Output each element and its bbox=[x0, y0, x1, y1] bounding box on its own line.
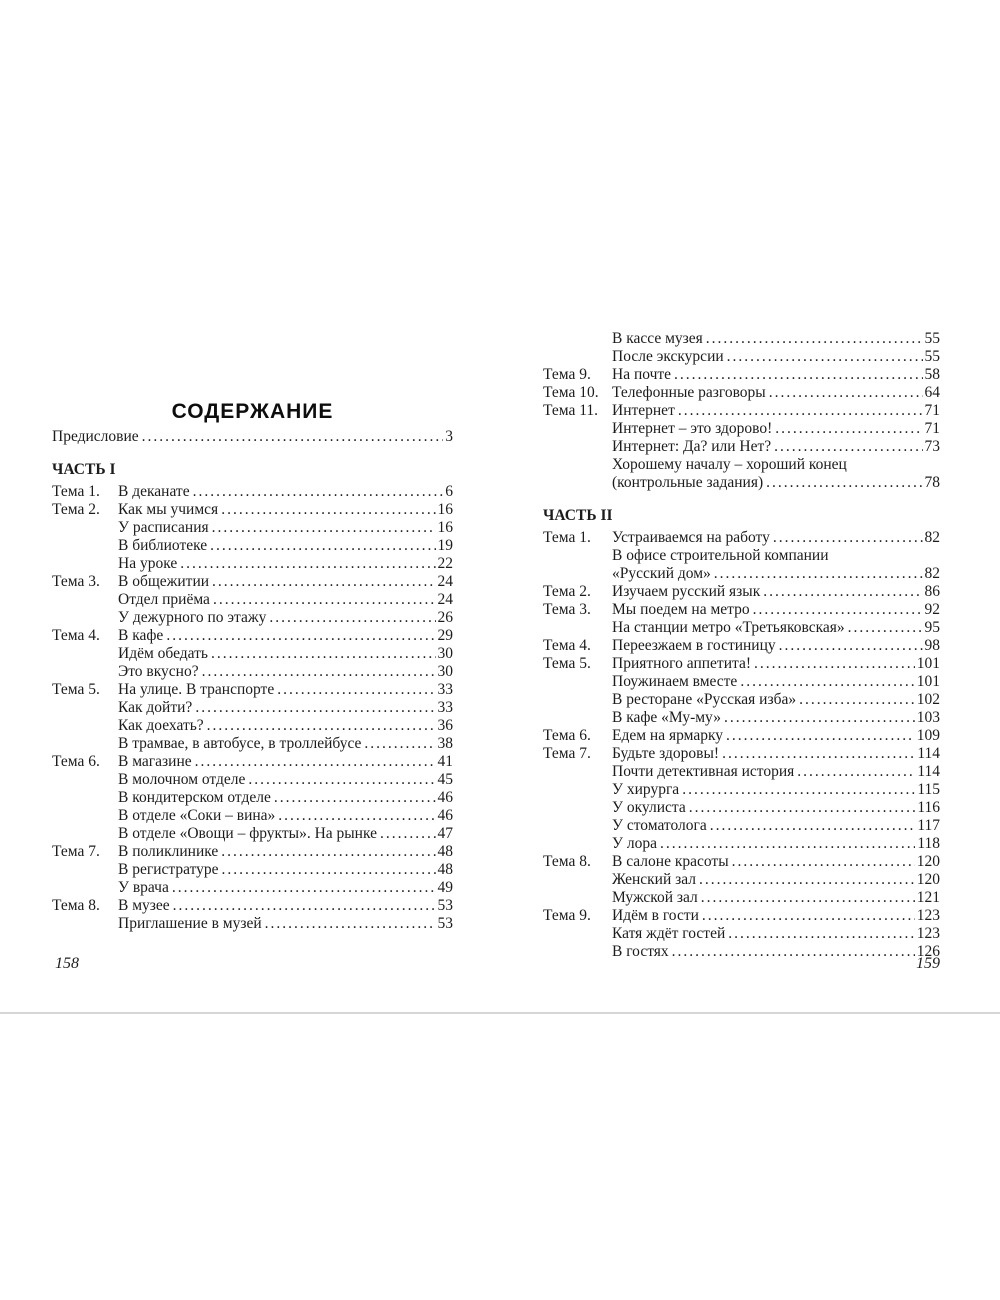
dot-leader bbox=[278, 807, 435, 825]
toc-row bbox=[52, 717, 453, 735]
toc-entry-page: 19 bbox=[437, 537, 453, 554]
dot-leader bbox=[728, 925, 915, 943]
toc-entry-page: 116 bbox=[917, 799, 940, 816]
toc-row bbox=[543, 925, 940, 943]
toc-part-heading: ЧАСТЬ I bbox=[52, 461, 116, 478]
toc-entry-page: 120 bbox=[916, 871, 940, 888]
toc-entry-title: У врача bbox=[118, 879, 169, 896]
toc-entry-title: В ресторане «Русская изба» bbox=[612, 691, 797, 708]
toc-entry-page: 48 bbox=[437, 861, 453, 878]
toc-entry-page: 16 bbox=[437, 519, 453, 536]
dot-leader bbox=[380, 825, 435, 843]
toc-row bbox=[543, 799, 940, 817]
toc-row bbox=[52, 428, 453, 446]
toc-entry-label: Тема 11. bbox=[543, 402, 599, 419]
toc-entry-title: В музее bbox=[118, 897, 170, 914]
toc-entry-label: Тема 7. bbox=[543, 745, 591, 762]
toc-column-right bbox=[543, 330, 940, 961]
toc-row bbox=[543, 601, 940, 619]
toc-row bbox=[52, 807, 453, 825]
toc-row bbox=[543, 745, 940, 763]
toc-entry-title: Приглашение в музей bbox=[118, 915, 262, 932]
toc-title: СОДЕРЖАНИЕ bbox=[171, 400, 334, 423]
toc-entry-title: На станции метро «Третьяковская» bbox=[612, 619, 845, 636]
toc-entry-page: 46 bbox=[437, 807, 453, 824]
dot-leader bbox=[710, 817, 916, 835]
toc-entry-page: 120 bbox=[916, 853, 940, 870]
toc-row bbox=[543, 366, 940, 384]
toc-entry-page: 114 bbox=[917, 745, 940, 762]
toc-entry-title: У расписания bbox=[118, 519, 209, 536]
toc-column-left bbox=[52, 428, 453, 933]
toc-row bbox=[543, 474, 940, 492]
toc-entry-page: 55 bbox=[924, 348, 940, 365]
toc-entry-label: Тема 8. bbox=[543, 853, 591, 870]
toc-row bbox=[52, 483, 453, 501]
toc-row bbox=[52, 573, 453, 591]
dot-leader bbox=[727, 348, 923, 366]
toc-row bbox=[543, 565, 940, 583]
toc-entry-title: В кафе «Му-му» bbox=[612, 709, 721, 726]
toc-row bbox=[543, 673, 940, 691]
dot-leader bbox=[848, 619, 923, 637]
dot-leader bbox=[724, 709, 915, 727]
toc-entry-title: В поликлинике bbox=[118, 843, 219, 860]
page-divider bbox=[0, 1012, 1000, 1014]
toc-entry-title: В деканате bbox=[118, 483, 190, 500]
toc-entry-title: У хирурга bbox=[612, 781, 680, 798]
toc-row bbox=[543, 727, 940, 745]
toc-entry-title: После экскурсии bbox=[612, 348, 724, 365]
toc-row bbox=[543, 583, 940, 601]
toc-row bbox=[52, 735, 453, 753]
dot-leader bbox=[210, 537, 435, 555]
dot-leader bbox=[706, 330, 923, 348]
toc-entry-page: 78 bbox=[924, 474, 940, 491]
dot-leader bbox=[779, 637, 923, 655]
toc-part-heading: ЧАСТЬ II bbox=[543, 507, 613, 524]
toc-row bbox=[52, 645, 453, 663]
toc-entry-page: 118 bbox=[917, 835, 940, 852]
toc-entry-label: Тема 1. bbox=[52, 483, 100, 500]
toc-entry-page: 109 bbox=[916, 727, 940, 744]
dot-leader bbox=[207, 717, 436, 735]
toc-entry-page: 123 bbox=[916, 925, 940, 942]
toc-entry-page: 103 bbox=[916, 709, 940, 726]
toc-entry-title: Это вкусно? bbox=[118, 663, 199, 680]
toc-row bbox=[543, 709, 940, 727]
toc-entry-title: Телефонные разговоры bbox=[612, 384, 766, 401]
toc-row bbox=[52, 681, 453, 699]
toc-entry-page: 71 bbox=[924, 420, 940, 437]
toc-entry-title: В общежитии bbox=[118, 573, 210, 590]
dot-leader bbox=[699, 871, 915, 889]
toc-entry-title: У лора bbox=[612, 835, 657, 852]
toc-row bbox=[543, 943, 940, 961]
toc-entry-title: Интернет: Да? или Нет? bbox=[612, 438, 772, 455]
toc-entry-page: 29 bbox=[437, 627, 453, 644]
toc-row bbox=[543, 402, 940, 420]
toc-entry-title: В кафе bbox=[118, 627, 164, 644]
dot-leader bbox=[277, 681, 435, 699]
toc-entry-page: 24 bbox=[437, 591, 453, 608]
toc-entry-label: Тема 3. bbox=[52, 573, 100, 590]
dot-leader bbox=[702, 907, 915, 925]
toc-row bbox=[52, 627, 453, 645]
toc-entry-title: В гостях bbox=[612, 943, 669, 960]
toc-entry-page: 101 bbox=[916, 673, 940, 690]
toc-row bbox=[52, 789, 453, 807]
toc-entry-page: 102 bbox=[916, 691, 940, 708]
toc-entry-page: 48 bbox=[437, 843, 453, 860]
toc-entry-label: Тема 4. bbox=[543, 637, 591, 654]
page-number-left: 158 bbox=[55, 955, 79, 972]
toc-row bbox=[543, 348, 940, 366]
toc-row bbox=[52, 519, 453, 537]
toc-entry-title: У окулиста bbox=[612, 799, 686, 816]
toc-entry-page: 41 bbox=[437, 753, 453, 770]
dot-leader bbox=[202, 663, 436, 681]
toc-entry-title: Идём обедать bbox=[118, 645, 208, 662]
toc-row bbox=[543, 547, 940, 565]
toc-entry-title: Интернет bbox=[612, 402, 675, 419]
toc-entry-label: Тема 6. bbox=[543, 727, 591, 744]
dot-leader bbox=[774, 438, 922, 456]
dot-leader bbox=[714, 565, 923, 583]
toc-entry-title: Устраиваемся на работу bbox=[612, 529, 770, 546]
toc-entry-page: 38 bbox=[437, 735, 453, 752]
toc-entry-page: 86 bbox=[924, 583, 940, 600]
toc-row bbox=[543, 655, 940, 673]
toc-row bbox=[52, 843, 453, 861]
toc-row bbox=[543, 330, 940, 348]
toc-row bbox=[543, 763, 940, 781]
toc-entry-title: В отделе «Соки – вина» bbox=[118, 807, 276, 824]
toc-entry-page: 53 bbox=[437, 915, 453, 932]
toc-entry-title: В офисе строительной компании bbox=[612, 547, 829, 564]
toc-entry-page: 22 bbox=[437, 555, 453, 572]
toc-entry-page: 46 bbox=[437, 789, 453, 806]
dot-leader bbox=[221, 501, 435, 519]
toc-entry-label: Тема 5. bbox=[543, 655, 591, 672]
toc-entry-page: 24 bbox=[437, 573, 453, 590]
toc-entry-page: 36 bbox=[437, 717, 453, 734]
toc-entry-page: 49 bbox=[437, 879, 453, 896]
toc-entry-title: Женский зал bbox=[612, 871, 697, 888]
toc-row bbox=[543, 853, 940, 871]
toc-row bbox=[543, 529, 940, 547]
toc-row bbox=[543, 384, 940, 402]
toc-entry-page: 115 bbox=[917, 781, 940, 798]
toc-entry-title: В библиотеке bbox=[118, 537, 208, 554]
toc-entry-title: В магазине bbox=[118, 753, 192, 770]
toc-entry-page: 95 bbox=[924, 619, 940, 636]
toc-row bbox=[52, 825, 453, 843]
toc-row bbox=[52, 771, 453, 789]
dot-leader bbox=[766, 474, 922, 492]
toc-entry-title: Будьте здоровы! bbox=[612, 745, 720, 762]
dot-leader bbox=[753, 601, 923, 619]
dot-leader bbox=[212, 519, 436, 537]
toc-row bbox=[543, 907, 940, 925]
toc-row bbox=[543, 637, 940, 655]
toc-entry-page: 30 bbox=[437, 663, 453, 680]
toc-entry-title: В отделе «Овощи – фрукты». На рынке bbox=[118, 825, 378, 842]
dot-leader bbox=[172, 879, 436, 897]
dot-leader bbox=[212, 573, 435, 591]
toc-entry-title: Почти детективная история bbox=[612, 763, 795, 780]
dot-leader bbox=[274, 789, 436, 807]
toc-entry-page: 45 bbox=[437, 771, 453, 788]
toc-row bbox=[543, 781, 940, 799]
dot-leader bbox=[221, 843, 435, 861]
toc-entry-title: Предисловие bbox=[52, 428, 139, 445]
toc-entry-page: 33 bbox=[437, 681, 453, 698]
toc-row bbox=[543, 619, 940, 637]
dot-leader bbox=[732, 853, 915, 871]
toc-entry-label: Тема 1. bbox=[543, 529, 591, 546]
dot-leader bbox=[769, 384, 923, 402]
toc-entry-label: Тема 8. bbox=[52, 897, 100, 914]
toc-entry-title: В регистратуре bbox=[118, 861, 219, 878]
toc-entry-label: Тема 7. bbox=[52, 843, 100, 860]
dot-leader bbox=[269, 609, 435, 627]
toc-entry-title: У дежурного по этажу bbox=[118, 609, 267, 626]
toc-entry-page: 64 bbox=[924, 384, 940, 401]
toc-row bbox=[52, 663, 453, 681]
toc-entry-label: Тема 10. bbox=[543, 384, 599, 401]
toc-entry-title: На уроке bbox=[118, 555, 178, 572]
dot-leader bbox=[678, 402, 923, 420]
toc-entry-page: 53 bbox=[437, 897, 453, 914]
dot-leader bbox=[195, 753, 436, 771]
dot-leader bbox=[797, 763, 915, 781]
toc-row bbox=[543, 889, 940, 907]
dot-leader bbox=[726, 727, 915, 745]
toc-row bbox=[52, 753, 453, 771]
dot-leader bbox=[195, 699, 435, 717]
toc-entry-label: Тема 3. bbox=[543, 601, 591, 618]
toc-entry-page: 92 bbox=[924, 601, 940, 618]
toc-row bbox=[543, 817, 940, 835]
toc-row bbox=[543, 438, 940, 456]
dot-leader bbox=[142, 428, 444, 446]
dot-leader bbox=[222, 861, 436, 879]
toc-entry-title: В молочном отделе bbox=[118, 771, 246, 788]
toc-entry-title: Поужинаем вместе bbox=[612, 673, 738, 690]
toc-row bbox=[543, 835, 940, 853]
toc-entry-page: 26 bbox=[437, 609, 453, 626]
toc-entry-title: В трамвае, в автобусе, в троллейбусе bbox=[118, 735, 362, 752]
toc-row bbox=[52, 861, 453, 879]
toc-row bbox=[52, 501, 453, 519]
page-number-right: 159 bbox=[916, 955, 940, 972]
toc-entry-title: «Русский дом» bbox=[612, 565, 711, 582]
dot-leader bbox=[674, 366, 922, 384]
dot-leader bbox=[248, 771, 435, 789]
toc-entry-title: Интернет – это здорово! bbox=[612, 420, 773, 437]
dot-leader bbox=[672, 943, 915, 961]
toc-row bbox=[52, 879, 453, 897]
toc-row bbox=[52, 609, 453, 627]
toc-entry-page: 33 bbox=[437, 699, 453, 716]
toc-entry-title: У стоматолога bbox=[612, 817, 707, 834]
toc-row bbox=[52, 555, 453, 573]
toc-entry-label: Тема 4. bbox=[52, 627, 100, 644]
dot-leader bbox=[763, 583, 922, 601]
toc-row bbox=[543, 456, 940, 474]
toc-entry-title: Идём в гости bbox=[612, 907, 699, 924]
toc-entry-page: 126 bbox=[916, 943, 940, 960]
dot-leader bbox=[740, 673, 914, 691]
dot-leader bbox=[211, 645, 436, 663]
toc-entry-title: В салоне красоты bbox=[612, 853, 729, 870]
toc-left-page-column bbox=[52, 400, 453, 933]
dot-leader bbox=[364, 735, 435, 753]
toc-entry-page: 123 bbox=[916, 907, 940, 924]
toc-entry-page: 82 bbox=[924, 565, 940, 582]
toc-right-page-column bbox=[543, 330, 940, 961]
dot-leader bbox=[213, 591, 436, 609]
toc-entry-page: 121 bbox=[916, 889, 940, 906]
toc-row bbox=[52, 915, 453, 933]
toc-entry-label: Тема 9. bbox=[543, 366, 591, 383]
toc-entry-title: Мы поедем на метро bbox=[612, 601, 750, 618]
dot-leader bbox=[799, 691, 915, 709]
dot-leader bbox=[193, 483, 444, 501]
toc-entry-label: Тема 2. bbox=[543, 583, 591, 600]
toc-entry-title: В кассе музея bbox=[612, 330, 703, 347]
toc-entry-title: (контрольные задания) bbox=[612, 474, 764, 491]
toc-entry-page: 47 bbox=[437, 825, 453, 842]
dot-leader bbox=[722, 745, 915, 763]
dot-leader bbox=[689, 799, 916, 817]
toc-entry-title: Едем на ярмарку bbox=[612, 727, 724, 744]
toc-entry-title: Отдел приёма bbox=[118, 591, 210, 608]
dot-leader bbox=[754, 655, 915, 673]
toc-row bbox=[52, 699, 453, 717]
toc-entry-label: Тема 6. bbox=[52, 753, 100, 770]
toc-entry-title: В кондитерском отделе bbox=[118, 789, 271, 806]
toc-entry-title: Хорошему началу – хороший конец bbox=[612, 456, 847, 473]
toc-row bbox=[52, 897, 453, 915]
dot-leader bbox=[682, 781, 915, 799]
dot-leader bbox=[173, 897, 436, 915]
toc-entry-page: 73 bbox=[924, 438, 940, 455]
dot-leader bbox=[180, 555, 435, 573]
toc-entry-title: Приятного аппетита! bbox=[612, 655, 752, 672]
toc-row bbox=[52, 537, 453, 555]
toc-entry-page: 71 bbox=[924, 402, 940, 419]
toc-entry-page: 55 bbox=[924, 330, 940, 347]
toc-entry-label: Тема 2. bbox=[52, 501, 100, 518]
toc-row bbox=[543, 420, 940, 438]
toc-entry-label: Тема 9. bbox=[543, 907, 591, 924]
toc-entry-title: Катя ждёт гостей bbox=[612, 925, 726, 942]
toc-entry-title: Как дойти? bbox=[118, 699, 193, 716]
dot-leader bbox=[773, 529, 923, 547]
toc-entry-title: На почте bbox=[612, 366, 672, 383]
toc-entry-title: Как доехать? bbox=[118, 717, 204, 734]
dot-leader bbox=[265, 915, 436, 933]
toc-entry-page: 101 bbox=[916, 655, 940, 672]
toc-entry-page: 98 bbox=[924, 637, 940, 654]
toc-entry-label: Тема 5. bbox=[52, 681, 100, 698]
toc-entry-title: Изучаем русский язык bbox=[612, 583, 761, 600]
dot-leader bbox=[775, 420, 922, 438]
toc-row bbox=[52, 591, 453, 609]
dot-leader bbox=[166, 627, 435, 645]
toc-entry-page: 30 bbox=[437, 645, 453, 662]
toc-entry-page: 117 bbox=[917, 817, 940, 834]
toc-entry-page: 58 bbox=[924, 366, 940, 383]
toc-entry-title: На улице. В транспорте bbox=[118, 681, 275, 698]
dot-leader bbox=[660, 835, 915, 853]
toc-entry-page: 82 bbox=[924, 529, 940, 546]
toc-row bbox=[543, 871, 940, 889]
toc-entry-page: 114 bbox=[917, 763, 940, 780]
toc-entry-title: Как мы учимся bbox=[118, 501, 219, 518]
toc-entry-page: 6 bbox=[445, 483, 453, 500]
dot-leader bbox=[701, 889, 915, 907]
toc-entry-title: Мужской зал bbox=[612, 889, 698, 906]
toc-row bbox=[543, 691, 940, 709]
toc-entry-title: Переезжаем в гостиницу bbox=[612, 637, 776, 654]
toc-entry-page: 16 bbox=[437, 501, 453, 518]
toc-entry-page: 3 bbox=[445, 428, 453, 445]
